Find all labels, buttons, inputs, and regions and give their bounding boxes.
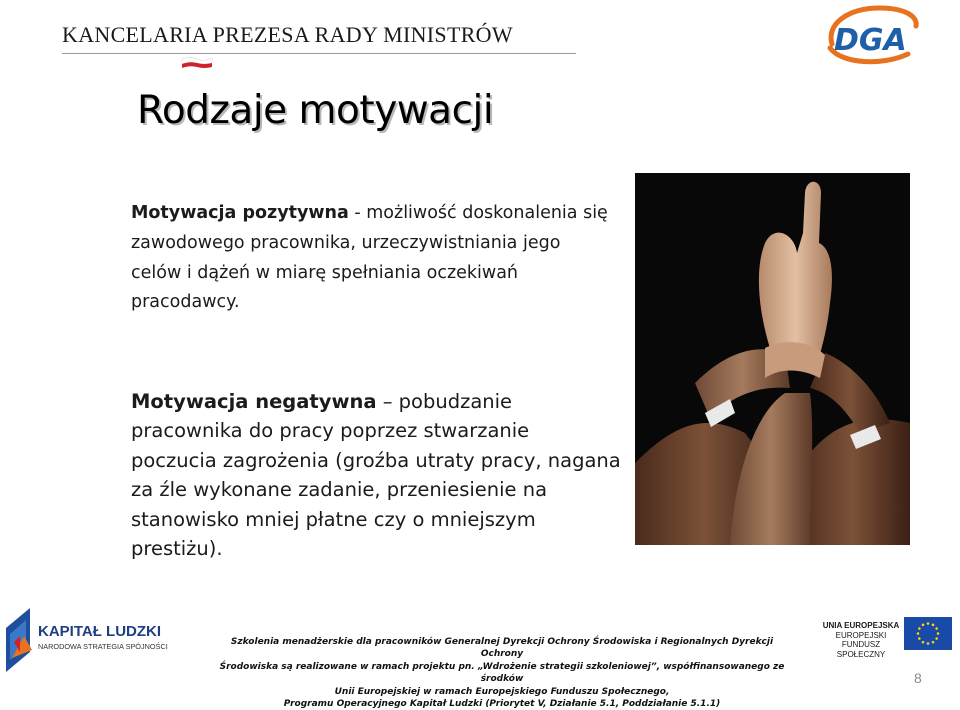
footer-line: Unii Europejskiej w ramach Europejskiego Funduszu Społecznego, <box>334 686 670 697</box>
positive-motivation-paragraph <box>131 199 611 318</box>
eu-star-icon <box>917 632 920 635</box>
eu-label-line1: UNIA EUROPEJSKA <box>822 621 900 630</box>
positive-motivation-term: Motywacja pozytywna <box>131 203 349 223</box>
polish-flag-icon <box>180 56 214 70</box>
eu-flag-icon <box>904 617 952 650</box>
eu-star-icon <box>935 627 938 630</box>
eu-star-icon <box>932 641 935 644</box>
kapital-ludzki-subtitle: NARODOWA STRATEGIA SPÓJNOŚCI <box>38 642 168 651</box>
eu-star-icon <box>937 632 940 635</box>
eu-fund-label <box>818 621 904 659</box>
slide-title: Rodzaje motywacji <box>137 88 494 133</box>
kapital-ludzki-title: KAPITAŁ LUDZKI <box>38 623 162 640</box>
eu-star-icon <box>918 637 921 640</box>
positive-motivation-definition: - możliwość doskonalenia się zawodowego pracownika, urzeczywistniania jego celów i dążeń w miarę spełniania oczekiwań pracodawcy. <box>131 203 608 313</box>
negative-motivation-definition: – pobudzanie pracownika do pracy poprzez stwarzanie poczucia zagrożenia (groźba utraty pracy, nagana za źle wykonane zadanie, przeniesienie na stanowisko mniej płatne czy o mniejszym prestiżu). <box>131 390 621 561</box>
eu-star-icon <box>935 637 938 640</box>
eu-star-icon <box>922 624 925 627</box>
footer-line: Programu Operacyjnego Kapitał Ludzki (Priorytet V, Działanie 5.1, Poddziałanie 5.1.1) <box>283 699 721 710</box>
negative-motivation-paragraph <box>131 387 621 563</box>
dga-logo-text: DGA <box>834 23 907 58</box>
kapital-ludzki-logo <box>4 606 184 676</box>
footer-project-info <box>212 636 792 710</box>
eu-label-line2: EUROPEJSKI <box>835 630 887 640</box>
eu-star-icon <box>922 641 925 644</box>
footer-line: Szkolenia menadżerskie dla pracowników Generalnej Dyrekcji Ochrony Środowiska i Regionalnych Dyrekcji Ochrony <box>230 637 774 660</box>
eu-star-icon <box>927 642 930 645</box>
stacked-hands-photo <box>635 173 910 545</box>
negative-motivation-term: Motywacja negatywna <box>131 390 377 413</box>
eu-star-icon <box>918 627 921 630</box>
dga-logo <box>822 4 920 68</box>
page-number: 8 <box>914 670 922 686</box>
header-title: KANCELARIA PREZESA RADY MINISTRÓW <box>62 22 513 47</box>
header-divider <box>62 53 576 54</box>
eu-star-icon <box>927 622 930 625</box>
eu-star-icon <box>932 624 935 627</box>
footer-line: Środowiska są realizowane w ramach projektu pn. „Wdrożenie strategii szkoleniowej”, współfinansowanego ze środków <box>219 661 785 685</box>
eu-label-line3: FUNDUSZ SPOŁECZNY <box>836 640 886 659</box>
